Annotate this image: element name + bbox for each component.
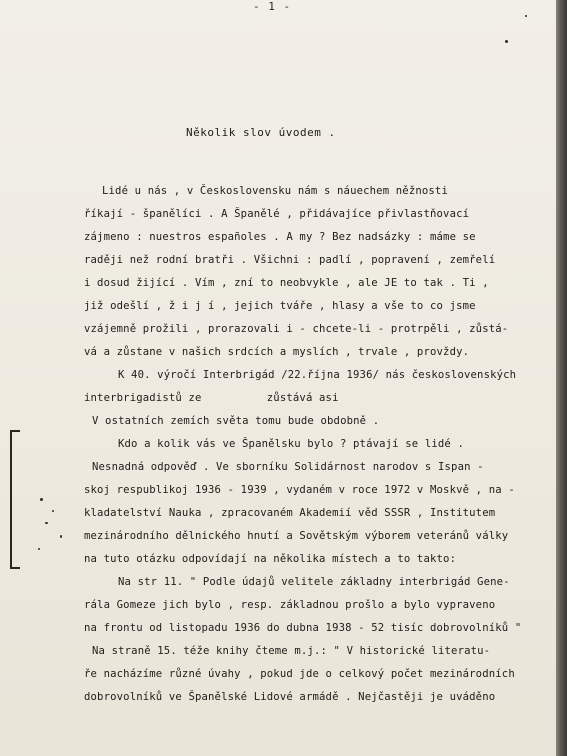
text-line: zájmeno : nuestros españoles . A my ? Bez nadsázky : máme se xyxy=(84,231,476,243)
text-line: na frontu od listopadu 1936 do dubna 1938 - 52 tisíc dobrovolníků " xyxy=(84,622,522,634)
text-line: Na str 11. " Podle údajů velitele základny interbrigád Gene- xyxy=(118,576,510,588)
text-line: K 40. výročí Interbrigád /22.října 1936/ nás československých xyxy=(118,369,517,381)
text-line: vzájemně prožili , prorazovali i - chcete-li - protrpěli , zůstá- xyxy=(84,323,509,335)
text-line: Lidé u nás , v Československu nám s náuechem něžnosti xyxy=(102,185,448,197)
ink-speck xyxy=(38,548,40,550)
document-title: Několik slov úvodem . xyxy=(186,126,336,139)
text-line: V ostatních zemích světa tomu bude obdobně . xyxy=(92,415,380,427)
text-line: již odešlí , ž i j í , jejich tváře , hlasy a vše to co jsme xyxy=(84,300,476,312)
text-line: interbrigadistů ze zůstává asi xyxy=(84,392,339,404)
ink-speck xyxy=(525,15,527,17)
text-line: říkají - španělíci . A Španělé , přidávajíce přivlastňovací xyxy=(84,208,470,220)
ink-speck xyxy=(45,522,48,524)
ink-speck xyxy=(60,535,62,538)
text-line: kladatelství Nauka , zpracovaném Akademií věd SSSR , Institutem xyxy=(84,507,496,519)
text-line: rála Gomeze jich bylo , resp. základnou prošlo a bylo vypraveno xyxy=(84,599,496,611)
ink-speck xyxy=(52,510,54,512)
text-line: vá a zůstane v našich srdcích a myslích , trvale , provždy. xyxy=(84,346,470,358)
text-line: mezinárodního dělnického hnutí a Sovětským výborem veteránů války xyxy=(84,530,509,542)
text-line: ře nacházíme různé úvahy , pokud jde o celkový počet mezinárodních xyxy=(84,668,515,680)
text-line: dobrovolníků ve Španělské Lidové armádě . Nejčastěji je uváděno xyxy=(84,691,496,703)
text-line: na tuto otázku odpovídají na několika místech a to takto: xyxy=(84,553,457,565)
page-number: - 1 - xyxy=(253,0,292,13)
margin-bracket-mark xyxy=(10,430,20,569)
text-line: raději než rodní bratři . Všichni : padlí , popravení , zemřelí xyxy=(84,254,496,266)
page-edge-shadow xyxy=(556,0,567,756)
text-line: i dosud žijící . Vím , zní to neobvykle , ale JE to tak . Ti , xyxy=(84,277,489,289)
text-line: Nesnadná odpověď . Ve sborníku Solidárnost narodov s Ispan - xyxy=(92,461,484,473)
text-line: Kdo a kolik vás ve Španělsku bylo ? ptávají se lidé . xyxy=(118,438,464,450)
text-line: skoj respublikoj 1936 - 1939 , vydaném v roce 1972 v Moskvě , na - xyxy=(84,484,515,496)
ink-speck xyxy=(40,498,43,501)
text-line: Na straně 15. téže knihy čteme m.j.: " V historické literatu- xyxy=(92,645,491,657)
ink-speck xyxy=(505,40,508,43)
